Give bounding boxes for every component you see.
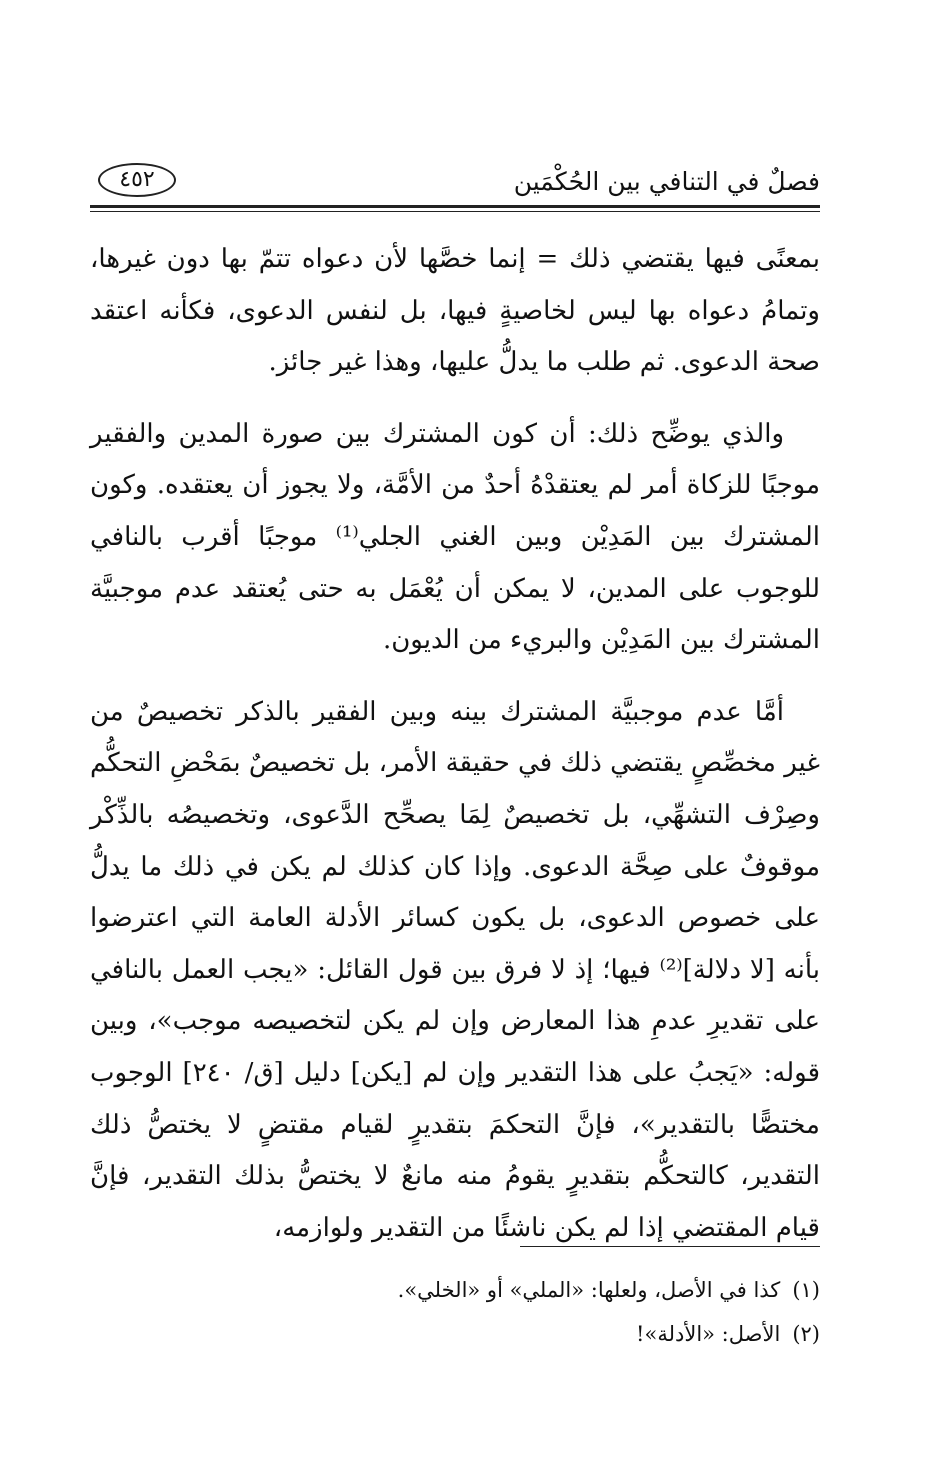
running-title: فصلٌ في التنافي بين الحُكْمَين xyxy=(513,167,820,196)
footnotes xyxy=(90,1268,820,1356)
paragraph-1: بمعنًى فيها يقتضي ذلك = إنما خصَّها لأن دعواه تتمّ بها دون غيرها، وتمامُ دعواه بها ليس لخاصيةٍ فيها، بل لنفس الدعوى، فكأنه اعتقد صحة الدعوى. ثم طلب ما يدلُّ عليها، وهذا غير جائز. xyxy=(90,244,820,378)
footnote-number: (٢) xyxy=(792,1322,820,1346)
footnote-separator xyxy=(520,1246,820,1247)
header-rule xyxy=(90,205,820,208)
page-header xyxy=(90,163,820,203)
main-text xyxy=(90,234,820,1254)
footnote-number: (١) xyxy=(792,1278,820,1302)
footnote-1 xyxy=(90,1268,820,1312)
header-rule-thin xyxy=(90,211,820,212)
footnote-text: الأصل: «الأدلة»! xyxy=(636,1322,781,1346)
page-number: ٤٥٢ xyxy=(98,163,176,197)
paragraph-3: أمَّا عدم موجبيَّة المشترك بينه وبين الفقير بالذكر تخصيصٌ من غير مخصِّصٍ يقتضي ذلك في حقيقة الأمر، بل تخصيصٌ بمَحْضِ التحكُّم وصِرْف التشهِّي، بل تخصيصٌ لِمَا يصحِّح الدَّعوى، وتخصيصُه بالذِّكْر موقوفٌ على صِحَّة الدعوى. وإذا كان كذلك لم يكن في ذلك ما يدلُّ على خصوص الدعوى، بل يكون كسائر الأدلة العامة التي اعترضوا بأنه [لا دلالة]⁽²⁾ فيها؛ إذ لا فرق بين قول القائل: «يجب العمل بالنافي على تقديرِ عدمِ هذا المعارض وإن لم يكن لتخصيصه موجب»، وبين قوله: «يَجبُ على هذا التقدير وإن لم [يكن] دليل [ق/ ٢٤٠] الوجوب مختصًّا بالتقدير»، فإنَّ التحكمَ بتقديرٍ لقيام مقتضٍ لا يختصُّ ذلك التقدير، كالتحكُّم بتقديرٍ يقومُ منه مانعٌ لا يختصُّ بذلك التقدير، فإنَّ قيام المقتضي إذا لم يكن ناشئًا من التقدير ولوازمه، xyxy=(90,696,820,1243)
footnote-text: كذا في الأصل، ولعلها: «الملي» أو «الخلي». xyxy=(397,1278,781,1302)
paragraph-2: والذي يوضِّح ذلك: أن كون المشترك بين صورة المدين والفقير موجبًا للزكاة أمر لم يعتقدْهُ أحدٌ من الأمَّة، ولا يجوز أن يعتقده. وكون المشترك بين المَدِيْن وبين الغني الجلي⁽¹⁾ موجبًا أقرب بالنافي للوجوب على المدين، لا يمكن أن يُعْمَل به حتى يُعتقد عدم موجبيَّة المشترك بين المَدِيْن والبريء من الديون. xyxy=(90,418,820,656)
footnote-2 xyxy=(90,1312,820,1356)
